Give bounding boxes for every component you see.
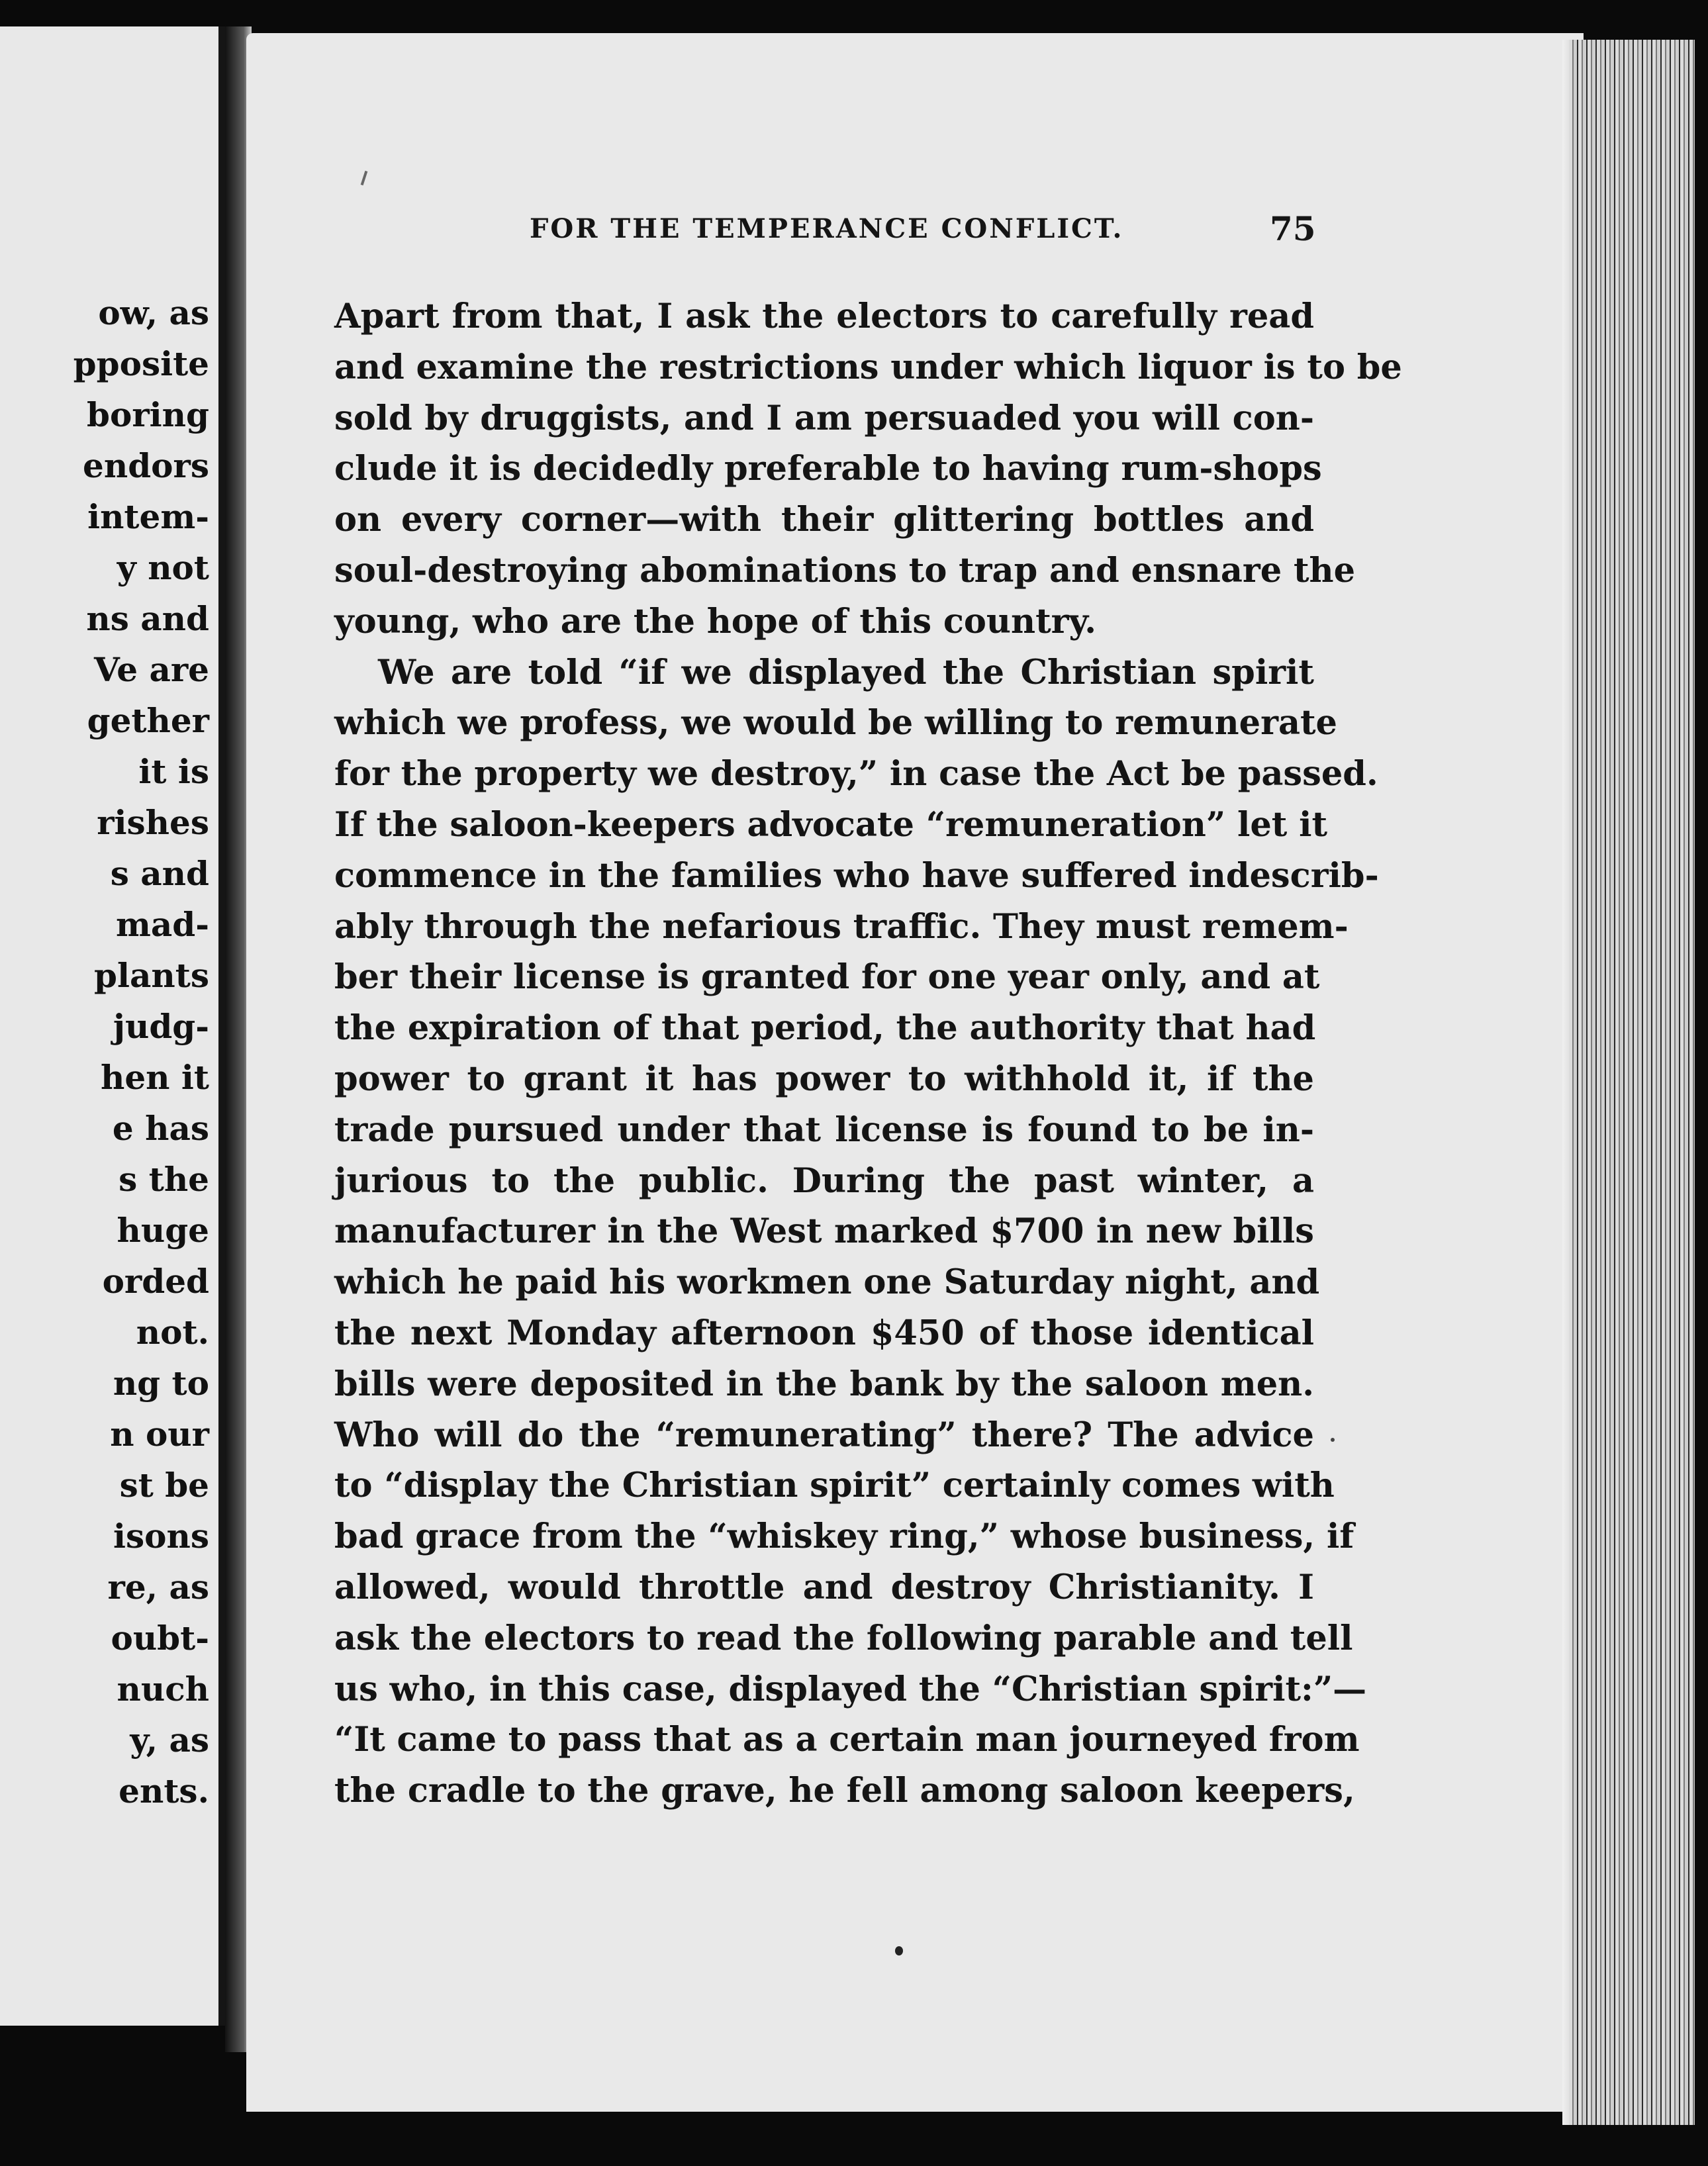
text-line: on every corner—with their glittering bottles and — [334, 500, 1314, 540]
text-line: the expiration of that period, the authority that had — [334, 1008, 1316, 1049]
left-page-line: s the — [119, 1160, 209, 1199]
left-page-line: it is — [138, 752, 209, 791]
text-line: the next Monday afternoon $450 of those identical — [334, 1313, 1314, 1353]
left-page-line: hen it — [100, 1058, 209, 1097]
text-line: manufacturer in the West marked $700 in new bills — [334, 1211, 1314, 1252]
text-line: Apart from that, I ask the electors to carefully read — [334, 297, 1314, 336]
left-page-line: y not — [117, 548, 209, 587]
text-line: ber their license is granted for one year only, and at — [334, 957, 1320, 998]
text-line: and examine the restrictions under which liquor is to be — [334, 347, 1402, 387]
text-line: allowed, would throttle and destroy Christianity. I — [334, 1567, 1314, 1607]
running-head: FOR THE TEMPERANCE CONFLICT. — [530, 213, 1124, 244]
left-page-line: isons — [113, 1517, 209, 1556]
text-line: bills were deposited in the bank by the saloon men. — [334, 1364, 1314, 1404]
text-line: for the property we destroy,” in case the Act be passed. — [334, 754, 1378, 794]
left-page-line: ng to — [113, 1364, 209, 1403]
text-line: clude it is decidedly preferable to having rum-shops — [334, 449, 1322, 489]
left-page-line: intem- — [87, 497, 209, 536]
left-page-line: ow, as — [98, 293, 209, 332]
text-line: which he paid his workmen one Saturday night, and — [334, 1262, 1320, 1303]
left-page-line: e has — [112, 1109, 209, 1148]
text-line: power to grant it has power to withhold it, if the — [334, 1059, 1314, 1099]
text-line: which we profess, we would be willing to remunerate — [334, 703, 1338, 743]
left-page-line: rishes — [97, 803, 209, 842]
left-page-line: nuch — [117, 1670, 209, 1709]
left-page-line: pposite — [73, 344, 209, 383]
left-page-line: endors — [83, 446, 209, 485]
left-page-line: re, as — [107, 1568, 209, 1607]
text-line: ably through the nefarious traffic. They must remem- — [334, 906, 1349, 947]
left-page-line: judg- — [113, 1007, 209, 1046]
text-line: us who, in this case, displayed the “Christian spirit:”— — [334, 1669, 1367, 1709]
stacked-page-edges — [1569, 40, 1695, 2125]
left-page-line: orded — [102, 1262, 209, 1301]
previous-page-fragment — [0, 26, 225, 2026]
scan-speck — [1331, 1438, 1335, 1442]
left-page-line: gether — [87, 701, 209, 740]
text-line: sold by druggists, and I am persuaded you will con- — [334, 398, 1314, 438]
text-line: trade pursued under that license is found to be in- — [334, 1109, 1314, 1150]
left-page-line: huge — [117, 1211, 209, 1250]
left-page-line: n our — [110, 1415, 209, 1454]
text-line: bad grace from the “whiskey ring,” whose business, if — [334, 1517, 1354, 1557]
text-line: ask the electors to read the following parable and tell — [334, 1618, 1353, 1658]
left-page-line: s and — [110, 854, 209, 893]
left-page-line: plants — [94, 956, 209, 995]
left-page-line: boring — [87, 395, 209, 434]
left-page-line: ents. — [119, 1771, 209, 1811]
left-page-line: ns and — [86, 599, 209, 638]
scan-speck — [895, 1946, 903, 1955]
text-line: commence in the families who have suffered indescrib- — [334, 855, 1379, 896]
text-line: jurious to the public. During the past winter, a — [334, 1160, 1314, 1201]
text-line: We are told “if we displayed the Christian spirit — [378, 652, 1314, 692]
text-line: If the saloon-keepers advocate “remuneration” let it — [334, 804, 1328, 845]
text-line: young, who are the hope of this country. — [334, 601, 1097, 641]
left-page-line: mad- — [115, 905, 209, 944]
left-page-line: not. — [136, 1313, 209, 1352]
body-text — [334, 291, 1402, 1816]
left-page-line: oubt- — [111, 1619, 209, 1658]
text-line: the cradle to the grave, he fell among saloon keepers, — [334, 1771, 1355, 1811]
text-line: “It came to pass that as a certain man journeyed from — [334, 1720, 1360, 1760]
text-line: to “display the Christian spirit” certainly comes with — [334, 1466, 1335, 1506]
left-page-line: st be — [119, 1466, 209, 1505]
page-number: 75 — [1270, 209, 1316, 248]
left-page-line: Ve are — [94, 650, 209, 689]
text-line: Who will do the “remunerating” there? The advice — [334, 1415, 1314, 1455]
text-line: soul-destroying abominations to trap and ensnare the — [334, 550, 1356, 590]
left-page-line: y, as — [130, 1720, 209, 1760]
